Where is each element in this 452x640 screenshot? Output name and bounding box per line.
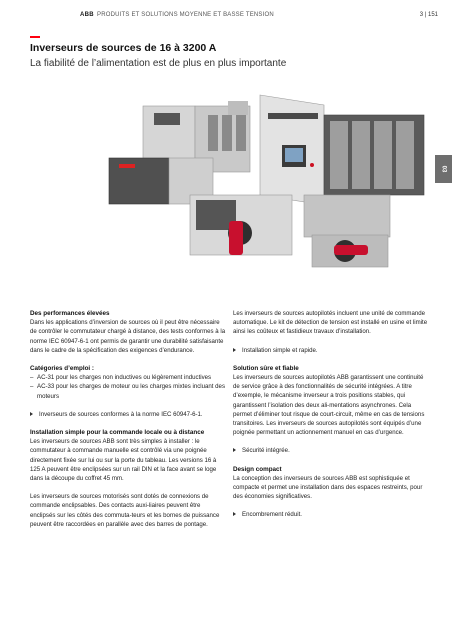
product-photo [0, 85, 452, 300]
arrow-icon [233, 348, 236, 352]
controller-unit [260, 95, 324, 205]
arrow-icon [30, 412, 33, 416]
safe-text: Les inverseurs de sources autopilotés ABB garantissent une continuité de service grâce à des fonctionnalités de sécurité intégrées. A titre d’exemple, le mécanisme inverseur a trois positions stables, qui garantissent l’isolation des deux ali-mentations asynchrones. Cela permet d’éliminer tout risque de court-circuit, même en cas de tensions transitoires. Les inverseurs de sources autopilotés sont équipés d’une poignée permettant un actionnement manuel en cas d’urgence. [233, 374, 425, 437]
page-header [0, 10, 452, 22]
perf-heading: Des performances élevées [30, 310, 110, 317]
switch-front-right [304, 195, 390, 267]
motor-text: Les inverseurs de sources motorisés sont dotés de connexions de commande enclipsables. Des contacts auxi-liaires peuvent être enclipsés sur les côtés des commuta-teurs et les bornes de puissance peuvent être raccordées en parallèle avec des barres de pontage. [30, 493, 220, 528]
arrow-item [233, 346, 429, 355]
cat-item-1: AC-31 pour les charges non inductives ou légèrement inductives [37, 374, 212, 382]
page-number: 3 | 151 [419, 12, 438, 18]
auto-text: Les inverseurs de sources autopilotés incluent une unité de commande automatique. Le kit de détection de tension est installé en usine et limite ainsi les coûteux et fastidieux travaux d’installation. [233, 310, 428, 336]
design-arrow-text: Encombrement réduit. [242, 511, 302, 519]
accent-bar [30, 36, 40, 38]
brand-name: ABB [80, 12, 94, 18]
page-title: Inverseurs de sources de 16 à 3200 A [30, 42, 217, 54]
auto-arrow-text: Installation simple et rapide. [242, 346, 318, 354]
switch-center [190, 195, 292, 255]
switch-rack-right [324, 115, 424, 195]
design-text: La conception des inverseurs de sources ABB est sophistiquée et compacte et permet une installation dans des espaces restreints, pour des économies significatives. [233, 474, 423, 501]
arrow-item [233, 446, 429, 455]
safe-heading: Solution sûre et fiable [233, 364, 299, 372]
arrow-item [233, 510, 429, 519]
safe-arrow-text: Sécurité intégrée. [242, 447, 290, 455]
cat-item-2: AC-33 pour les charges de moteur ou les charges mixtes incluant des moteurs [37, 383, 225, 400]
install-text: Les inverseurs de sources ABB sont très simples à installer : le commutateur à commande manuelle est contrôlé via une poignée directement fixée sur lui ou sur la porte du tableau. Les versions 16 à 125 A peuvent être enclipsées sur un rail DIN et la face avant se loge dans la découpe du coffret 45 mm. [30, 438, 217, 483]
design-heading: Design compact [233, 465, 282, 473]
arrow-item [30, 410, 226, 419]
section-title: PRODUITS ET SOLUTIONS MOYENNE ET BASSE TENSION [97, 12, 274, 18]
chapter-tab-label: 03 [440, 165, 447, 173]
right-column [233, 309, 429, 520]
cat-arrow-text: Inverseurs de sources conformes à la norme IEC 60947-6-1. [39, 410, 203, 418]
arrow-icon [233, 448, 236, 452]
perf-text: Dans les applications d’inversion de sources où il peut être nécessaire de contrôler le commutateur chargé à distance, des tests conformes à la norme IEC 60947-6-1 ont permis de garantir une durabilité satisfaisante dans le cadre de la spécification des exigences d’endurance. [30, 319, 226, 354]
list-item: – AC-31 pour les charges non inductives ou légèrement inductives [30, 374, 212, 382]
page-subtitle: La fiabilité de l’alimentation est de plus en plus importante [30, 58, 287, 69]
arrow-icon [233, 512, 236, 516]
list-item: – AC-33 pour les charges de moteur ou les charges mixtes incluant des moteurs [30, 383, 225, 400]
cat-heading: Catégories d’emploi : [30, 365, 95, 373]
left-column [30, 309, 226, 529]
install-heading: Installation simple pour la commande locale ou à distance [30, 429, 205, 437]
